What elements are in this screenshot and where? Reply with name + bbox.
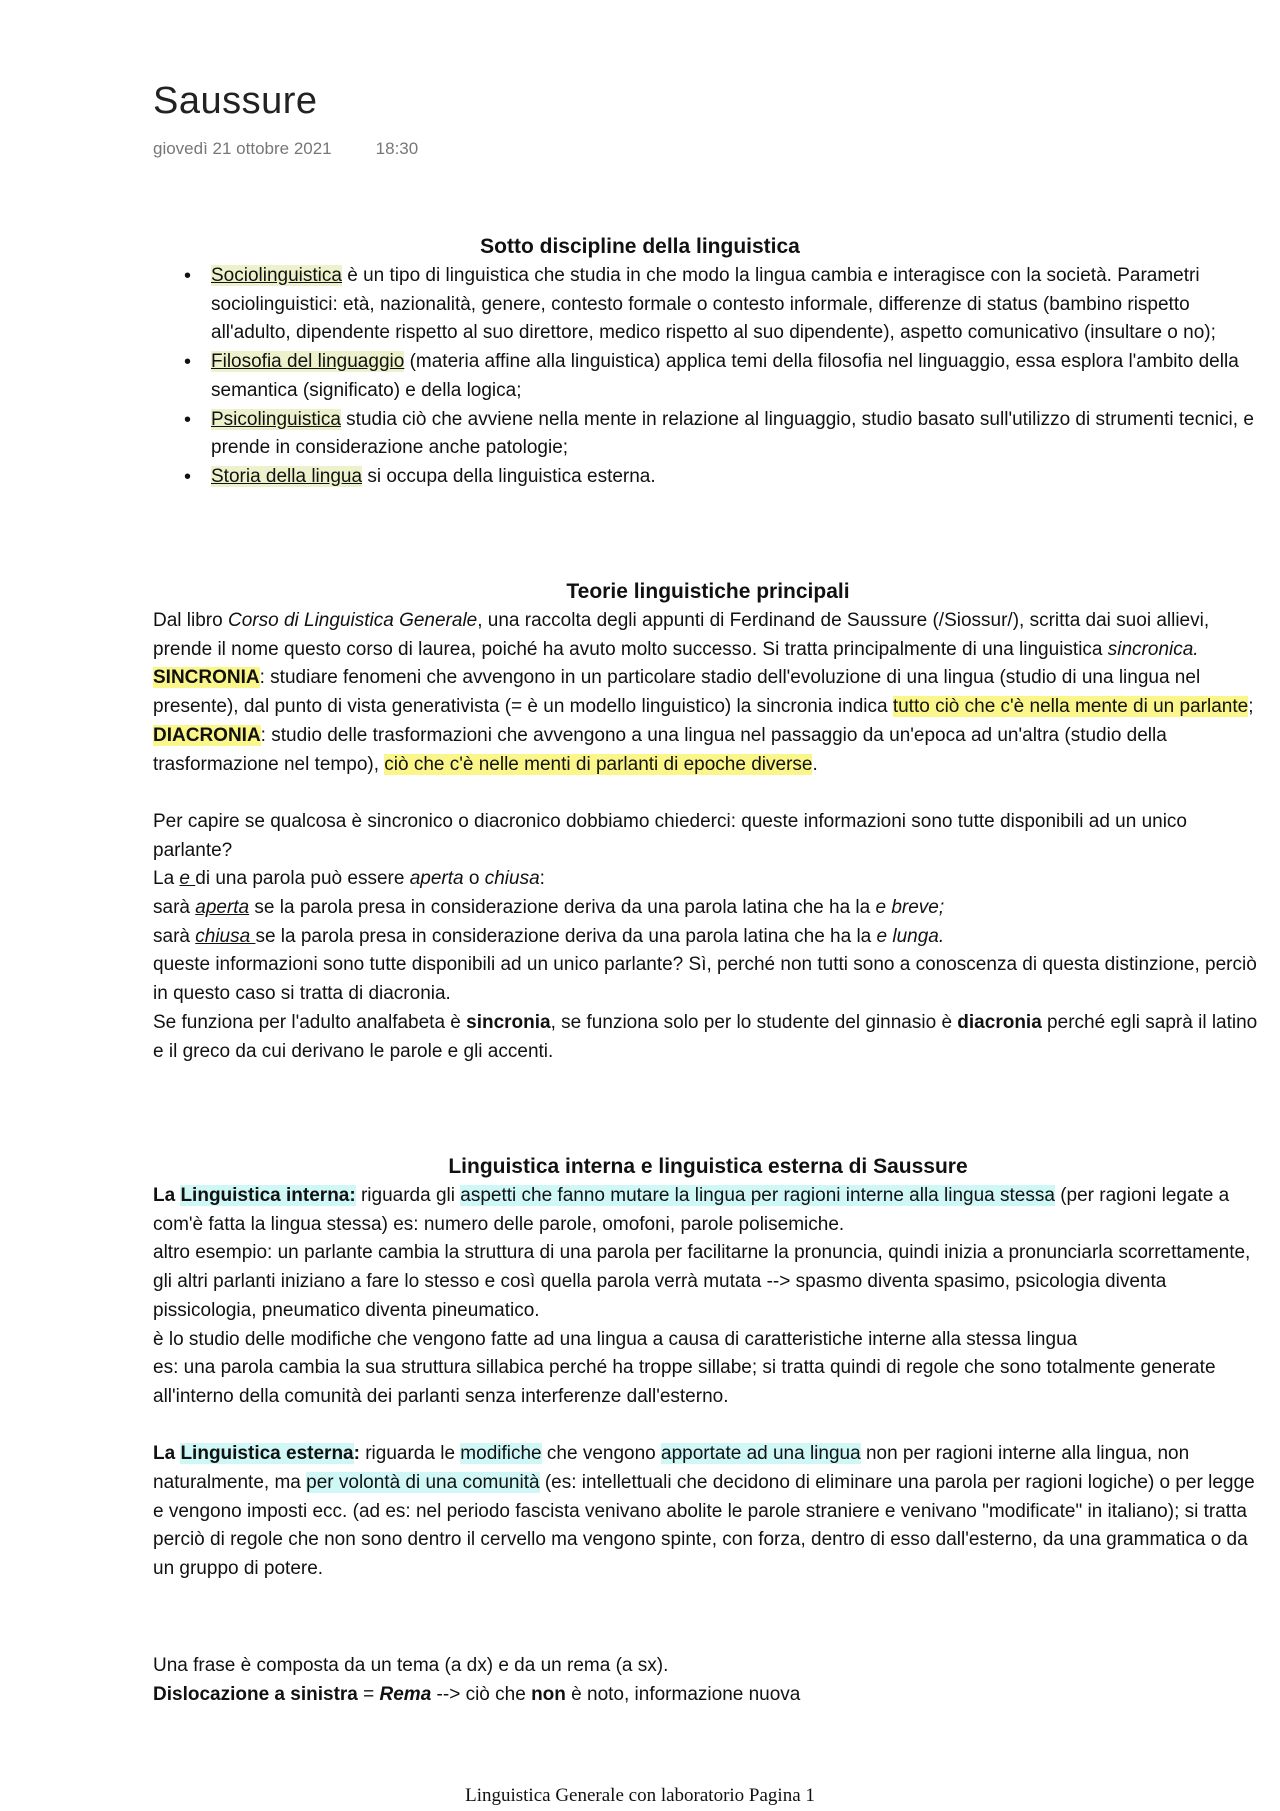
- section-subdisciplines: [153, 232, 1263, 492]
- page-title: Saussure: [153, 80, 318, 122]
- paragraph: queste informazioni sono tutte disponibili ad un unico parlante? Sì, perché non tutti sono a conoscenza di questa distinzione, perciò in questo caso si tratta di diacronia.: [153, 954, 1257, 1005]
- list-item: [211, 463, 1263, 492]
- term-link[interactable]: Sociolinguistica: [211, 265, 342, 286]
- paragraph: sarà chiusa se la parola presa in considerazione deriva da una parola latina che ha la e lunga.: [153, 925, 945, 947]
- section-theories: [153, 577, 1263, 1066]
- section-internal-external: [153, 1152, 1263, 1584]
- page-footer: Linguistica Generale con laboratorio Pagina 1: [465, 1785, 815, 1806]
- paragraph: altro esempio: un parlante cambia la struttura di una parola per facilitarne la pronuncia, quindi inizia a pronunciarla scorrettamente, gli altri parlanti iniziano a fare lo stesso e così quella parola verrà mutata --> spasmo diventa spasimo, psicologia diventa pissicologia, pneumatico diventa pineumatico.: [153, 1242, 1251, 1321]
- paragraph: Per capire se qualcosa è sincronico o diacronico dobbiamo chiederci: queste informazioni sono tutte disponibili ad un unico parlante?: [153, 810, 1187, 861]
- item-text: si occupa della linguistica esterna.: [362, 465, 656, 487]
- highlight: apportate ad una lingua: [661, 1443, 861, 1465]
- internal-label: Linguistica interna:: [180, 1185, 356, 1206]
- paragraph: è lo studio delle modifiche che vengono fatte ad una lingua a causa di caratteristiche interne alla stessa lingua: [153, 1328, 1078, 1350]
- paragraph: Dislocazione a sinistra = Rema --> ciò che non è noto, informazione nuova: [153, 1683, 801, 1705]
- term-link[interactable]: Filosofia del linguaggio: [211, 351, 405, 373]
- paragraph: Dal libro Corso di Linguistica Generale, una raccolta degli appunti di Ferdinand de Saussure (/Siossur/), scritta dai suoi allievi, prende il nome questo corso di laurea, poiché ha avuto molto successo. Si tratta principalmente di una linguistica sincronica.: [153, 610, 1210, 660]
- item-text: (materia affine alla linguistica) applica temi della filosofia nel linguaggio, essa esplora l'ambito della semantica (significato) e della logica;: [211, 351, 1239, 401]
- highlight: per volontà di una comunità: [306, 1472, 540, 1494]
- external-label: Linguistica esterna: [180, 1443, 354, 1465]
- page-meta: [153, 139, 418, 159]
- list-item: [211, 406, 1263, 463]
- paragraph: es: una parola cambia la sua struttura sillabica perché ha troppe sillabe; si tratta quindi di regole che sono totalmente generate all'interno della comunità dei parlanti senza interferenze dall'esterno.: [153, 1357, 1216, 1407]
- item-text: è un tipo di linguistica che studia in che modo la lingua cambia e interagisce con la società. Parametri sociolinguistici: età, nazionalità, genere, contesto formale o contesto informale, differenze di status (bambino rispetto all'adulto, dipendente rispetto al suo direttore, medico rispetto al suo dipendente), aspetto comunicativo (insultare o no);: [211, 265, 1216, 344]
- date-text: giovedì 21 ottobre 2021: [153, 139, 332, 158]
- sincronia-label: SINCRONIA: [153, 667, 260, 689]
- section-dislocation: [153, 1652, 1263, 1709]
- paragraph: La e di una parola può essere aperta o chiusa:: [153, 868, 545, 890]
- section-heading: Linguistica interna e linguistica esterna di Saussure: [448, 1155, 968, 1178]
- sincronia-definition: SINCRONIA: studiare fenomeni che avvengono in un particolare stadio dell'evoluzione di una lingua (studio di una lingua nel presente), dal punto di vista generativista (= è un modello linguistico) la sincronia indica tutto ciò che c'è nella mente di un parlante;: [153, 667, 1254, 718]
- term-link[interactable]: Storia della lingua: [211, 465, 363, 487]
- diacronia-definition: DIACRONIA: studio delle trasformazioni che avvengono a una lingua nel passaggio da un'epoca ad un'altra (studio della trasformazione nel tempo), ciò che c'è nelle menti di parlanti di epoche diverse.: [153, 724, 1167, 775]
- term-link[interactable]: Psicolinguistica: [211, 408, 341, 430]
- highlight: aspetti che fanno mutare la lingua per ragioni interne alla lingua stessa: [460, 1185, 1055, 1206]
- list-item: [211, 348, 1263, 405]
- highlight: modifiche: [460, 1443, 542, 1465]
- item-text: studia ciò che avviene nella mente in relazione al linguaggio, studio basato sull'utilizzo di strumenti tecnici, e prende in considerazione anche patologie;: [211, 408, 1254, 459]
- paragraph: Una frase è composta da un tema (a dx) e da un rema (a sx).: [153, 1655, 669, 1676]
- paragraph: Se funziona per l'adulto analfabeta è sincronia, se funziona solo per lo studente del ginnasio è diacronia perché egli saprà il latino e il greco da cui derivano le parole e gli accenti.: [153, 1011, 1258, 1062]
- section-heading: Teorie linguistiche principali: [566, 580, 850, 603]
- paragraph: sarà aperta se la parola presa in considerazione deriva da una parola latina che ha la e breve;: [153, 897, 945, 919]
- subdiscipline-list: [153, 262, 1263, 492]
- external-definition: La Linguistica esterna: riguarda le modifiche che vengono apportate ad una lingua non per ragioni interne alla lingua, non naturalmente, ma per volontà di una comunità (es: intellettuali che decidono di eliminare una parola per ragioni logiche) o per legge e vengono imposti ecc. (ad es: nel periodo fascista venivano abolite le parole straniere e venivano "modificate" in italiano); si tratta perciò di regole che non sono dentro il cervello ma vengono spinte, con forza, dentro di esso dall'esterno, da una grammatica o da un gruppo di potere.: [153, 1443, 1255, 1580]
- section-heading: Sotto discipline della linguistica: [480, 235, 800, 258]
- time-text: 18:30: [375, 139, 419, 158]
- highlight: ciò che c'è nelle menti di parlanti di epoche diverse: [384, 753, 813, 775]
- internal-definition: La Linguistica interna: riguarda gli aspetti che fanno mutare la lingua per ragioni interne alla lingua stessa (per ragioni legate a com'è fatta la lingua stessa) es: numero delle parole, omofoni, parole polisemiche.: [153, 1185, 1230, 1235]
- highlight: tutto ciò che c'è nella mente di un parlante: [892, 696, 1249, 718]
- list-item: [211, 262, 1263, 348]
- diacronia-label: DIACRONIA: [153, 724, 261, 746]
